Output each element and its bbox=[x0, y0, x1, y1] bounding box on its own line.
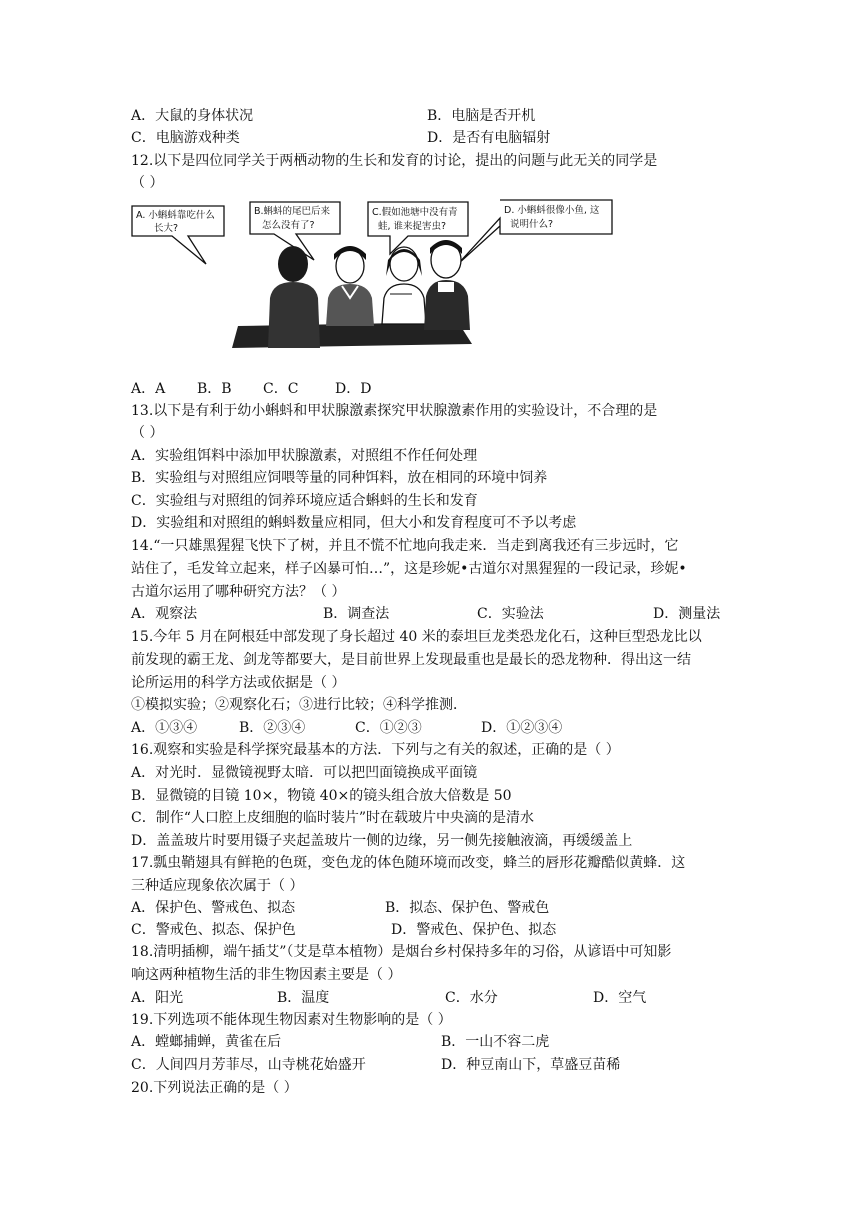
q19-options-row2 bbox=[131, 1055, 620, 1075]
bubble-a-line2: 长大? bbox=[154, 223, 179, 234]
q17-line2: 三种适应现象依次属于（ ） bbox=[131, 878, 304, 894]
bubble-c-line1: C.假如池塘中没有青 bbox=[372, 207, 458, 218]
q19-option-c: C．人间四月芳菲尽，山寺桃花始盛开 bbox=[131, 1057, 366, 1073]
q15-line4: ①模拟实验；②观察化石；③进行比较；④科学推测． bbox=[131, 697, 467, 713]
q15-option-b: B．②③④ bbox=[239, 720, 306, 736]
q16-stem: 16.观察和实验是科学探究最基本的方法．下列与之有关的叙述，正确的是（ ） bbox=[131, 742, 620, 758]
q11-option-d: D．是否有电脑辐射 bbox=[427, 130, 551, 146]
q16-option-a: A．对光时．显微镜视野太暗．可以把凹面镜换成平面镜 bbox=[131, 765, 478, 781]
q16-option-d: D．盖盖玻片时要用镊子夹起盖玻片一侧的边缘，另一侧先接触液滴，再缓缓盖上 bbox=[131, 833, 633, 849]
q14-line3: 古道尔运用了哪种研究方法？（ ） bbox=[131, 584, 346, 600]
bubble-b-line1: B.蝌蚪的尾巴后来 bbox=[254, 206, 331, 217]
q14-options bbox=[131, 604, 720, 624]
q19-stem: 19.下列选项不能体现生物因素对生物影响的是（ ） bbox=[131, 1012, 452, 1028]
q17-option-b: B．拟态、保护色、警戒色 bbox=[385, 900, 550, 916]
q12-option-d: D．D bbox=[335, 381, 372, 397]
student-d-figure bbox=[424, 240, 470, 330]
q13-option-a: A．实验组饵料中添加甲状腺激素，对照组不作任何处理 bbox=[131, 448, 478, 464]
student-c-figure bbox=[382, 247, 426, 324]
q20-stem: 20.下列说法正确的是（ ） bbox=[131, 1080, 298, 1096]
q14-option-d: D．测量法 bbox=[653, 606, 721, 622]
bubble-d-line2: 说明什么? bbox=[510, 219, 554, 230]
q17-line1: 17.瓢虫鞘翅具有鲜艳的色斑，变色龙的体色随环境而改变，蜂兰的唇形花瓣酷似黄蜂．这 bbox=[131, 855, 686, 871]
q12-option-b: B．B bbox=[197, 381, 232, 397]
q18-option-d: D．空气 bbox=[593, 990, 647, 1006]
student-b-figure bbox=[326, 246, 374, 326]
q15-options bbox=[131, 718, 562, 738]
bubble-c-line2: 蛙, 谁来捉害虫? bbox=[378, 221, 447, 232]
q13-option-d: D．实验组和对照组的蝌蚪数量应相同，但大小和发育程度可不予以考虑 bbox=[131, 515, 577, 531]
q13-stem: 13.以下是有利于幼小蝌蚪和甲状腺激素探究甲状腺激素作用的实验设计，不合理的是 bbox=[131, 403, 658, 419]
q16-option-b: B．显微镜的目镜 10×，物镜 40×的镜头组合放大倍数是 50 bbox=[131, 788, 512, 804]
q12-option-c: C．C bbox=[263, 381, 299, 397]
q14-option-b: B．调查法 bbox=[323, 606, 390, 622]
q17-option-c: C．警戒色、拟态、保护色 bbox=[131, 922, 296, 938]
q14-option-a: A．观察法 bbox=[131, 606, 198, 622]
q17-option-a: A．保护色、警戒色、拟态 bbox=[131, 900, 296, 916]
q11-option-a: A．大鼠的身体状况 bbox=[131, 108, 254, 124]
q18-options bbox=[131, 988, 646, 1008]
q15-option-a: A．①③④ bbox=[131, 720, 198, 736]
q19-options-row1 bbox=[131, 1032, 549, 1052]
q14-option-c: C．实验法 bbox=[477, 606, 544, 622]
q18-option-a: A．阳光 bbox=[131, 990, 184, 1006]
q18-option-b: B．温度 bbox=[277, 990, 330, 1006]
q15-option-d: D．①②③④ bbox=[481, 720, 563, 736]
q17-options-row2 bbox=[131, 920, 556, 940]
q19-option-b: B．一山不容二虎 bbox=[441, 1034, 550, 1050]
q19-option-a: A．螳螂捕蝉，黄雀在后 bbox=[131, 1034, 282, 1050]
q15-line2: 前发现的霸王龙、剑龙等都要大，是目前世界上发现最重也是最长的恐龙物种．得出这一结 bbox=[131, 652, 691, 668]
q14-line1: 14.“一只雄黑猩猩飞快下了树，并且不慌不忙地向我走来．当走到离我还有三步远时，它 bbox=[131, 538, 679, 554]
q12-discussion-illustration bbox=[128, 198, 618, 353]
q12-option-a: A．A bbox=[131, 381, 166, 397]
q19-option-d: D．种豆南山下，草盛豆苗稀 bbox=[441, 1057, 621, 1073]
student-a-figure bbox=[268, 246, 320, 348]
q14-line2: 站住了，毛发耸立起来，样子凶暴可怕…”，这是珍妮•古道尔对黑猩猩的一段记录，珍妮• bbox=[131, 561, 687, 577]
q16-option-c: C．制作“人口腔上皮细胞的临时装片”时在载玻片中央滴的是清水 bbox=[131, 810, 535, 826]
q12-paren: （ ） bbox=[131, 175, 164, 191]
q11-options-row1 bbox=[131, 106, 535, 126]
q11-option-b: B．电脑是否开机 bbox=[427, 108, 536, 124]
q12-stem: 12.以下是四位同学关于两栖动物的生长和发育的讨论，提出的问题与此无关的同学是 bbox=[131, 153, 658, 169]
q12-options bbox=[131, 379, 371, 399]
q13-option-c: C．实验组与对照组的饲养环境应适合蝌蚪的生长和发育 bbox=[131, 493, 478, 509]
q17-option-d: D．警戒色、保护色、拟态 bbox=[391, 922, 557, 938]
bubble-a-line1: A. 小蝌蚪靠吃什么 bbox=[136, 210, 215, 221]
q18-option-c: C．水分 bbox=[445, 990, 498, 1006]
q18-line2: 响这两种植物生活的非生物因素主要是（ ） bbox=[131, 967, 402, 983]
bubble-b-line2: 怎么没有了? bbox=[262, 220, 315, 231]
q17-options-row1 bbox=[131, 898, 549, 918]
q11-option-c: C．电脑游戏种类 bbox=[131, 130, 240, 146]
q15-option-c: C．①②③ bbox=[355, 720, 422, 736]
bubble-d-line1: D. 小蝌蚪很像小鱼, 这 bbox=[504, 205, 600, 216]
q13-paren: （ ） bbox=[131, 425, 164, 441]
q15-line3: 论所运用的科学方法或依据是（ ） bbox=[131, 675, 346, 691]
q11-options-row2 bbox=[131, 128, 550, 148]
q15-line1: 15.今年 5 月在阿根廷中部发现了身长超过 40 米的泰坦巨龙类恐龙化石，这种巨型恐龙比以 bbox=[131, 629, 702, 645]
q13-option-b: B．实验组与对照组应饲喂等量的同种饵料，放在相同的环境中饲养 bbox=[131, 470, 548, 486]
q18-line1: 18.清明插柳，端午插艾”（艾是草本植物）是烟台乡村保持多年的习俗，从谚语中可知影 bbox=[131, 944, 672, 960]
